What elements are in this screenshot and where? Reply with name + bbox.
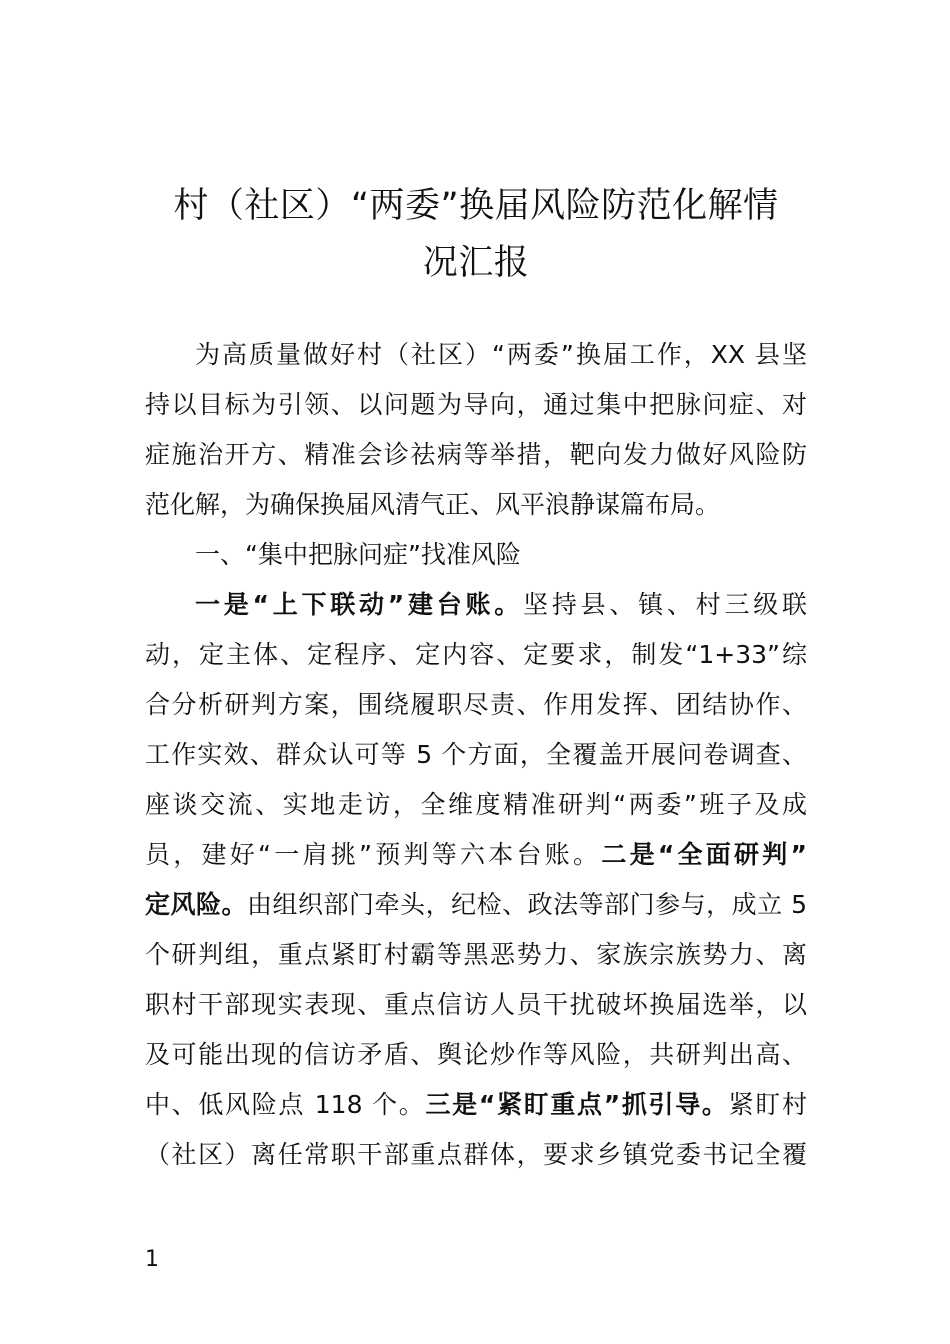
intro-line: 症施治开方、精准会诊祛病等举措，靶向发力做好风险防 <box>145 440 807 469</box>
paragraph-line: （社区）离任常职干部重点群体，要求乡镇党委书记全覆 <box>145 1140 807 1169</box>
document-title <box>145 178 807 292</box>
document-body <box>145 330 807 1180</box>
paragraph-line <box>145 880 807 930</box>
paragraph-line <box>145 1080 807 1130</box>
bold-lead: 三是“紧盯重点”抓引导。 <box>425 1090 729 1119</box>
paragraph-line <box>145 830 807 880</box>
intro-line: 持以目标为引领、以问题为导向，通过集中把脉问症、对 <box>145 390 807 419</box>
paragraph-line: 职村干部现实表现、重点信访人员干扰破坏换届选举，以 <box>145 990 807 1019</box>
paragraph-line <box>145 580 807 630</box>
bold-lead: 定风险。 <box>145 890 248 919</box>
paragraph-line: 合分析研判方案，围绕履职尽责、作用发挥、团结协作、 <box>145 690 807 719</box>
title-line-1: 村（社区）“两委”换届风险防范化解情 <box>173 186 779 226</box>
title-line-2: 况汇报 <box>422 243 530 283</box>
paragraph-line: 个研判组，重点紧盯村霸等黑恶势力、家族宗族势力、离 <box>145 940 807 969</box>
section-heading: 一、“集中把脉问症”找准风险 <box>195 540 521 569</box>
paragraph-text: 紧盯村 <box>728 1090 807 1119</box>
bold-lead: 二是“全面研判” <box>601 840 807 869</box>
intro-line: 范化解，为确保换届风清气正、风平浪静谋篇布局。 <box>145 490 721 519</box>
paragraph-text: 中、低风险点 118 个。 <box>145 1090 426 1119</box>
paragraph-line: 座谈交流、实地走访，全维度精准研判“两委”班子及成 <box>145 790 807 819</box>
paragraph-line: 工作实效、群众认可等 5 个方面，全覆盖开展问卷调查、 <box>145 740 807 769</box>
paragraph-text: 由组织部门牵头，纪检、政法等部门参与，成立 5 <box>247 890 807 919</box>
paragraph-text: 员，建好“一肩挑”预判等六本台账。 <box>145 840 602 869</box>
paragraph-text: 坚持县、镇、村三级联 <box>523 590 807 619</box>
paragraph-line: 及可能出现的信访矛盾、舆论炒作等风险，共研判出高、 <box>145 1040 807 1069</box>
page-number: 1 <box>145 1247 159 1272</box>
intro-line: 为高质量做好村（社区）“两委”换届工作，XX 县坚 <box>195 340 807 369</box>
paragraph-1 <box>145 580 807 1180</box>
paragraph-line: 动，定主体、定程序、定内容、定要求，制发“1+33”综 <box>145 640 807 669</box>
intro-paragraph <box>145 330 807 530</box>
bold-lead: 一是“上下联动”建台账。 <box>195 590 524 619</box>
